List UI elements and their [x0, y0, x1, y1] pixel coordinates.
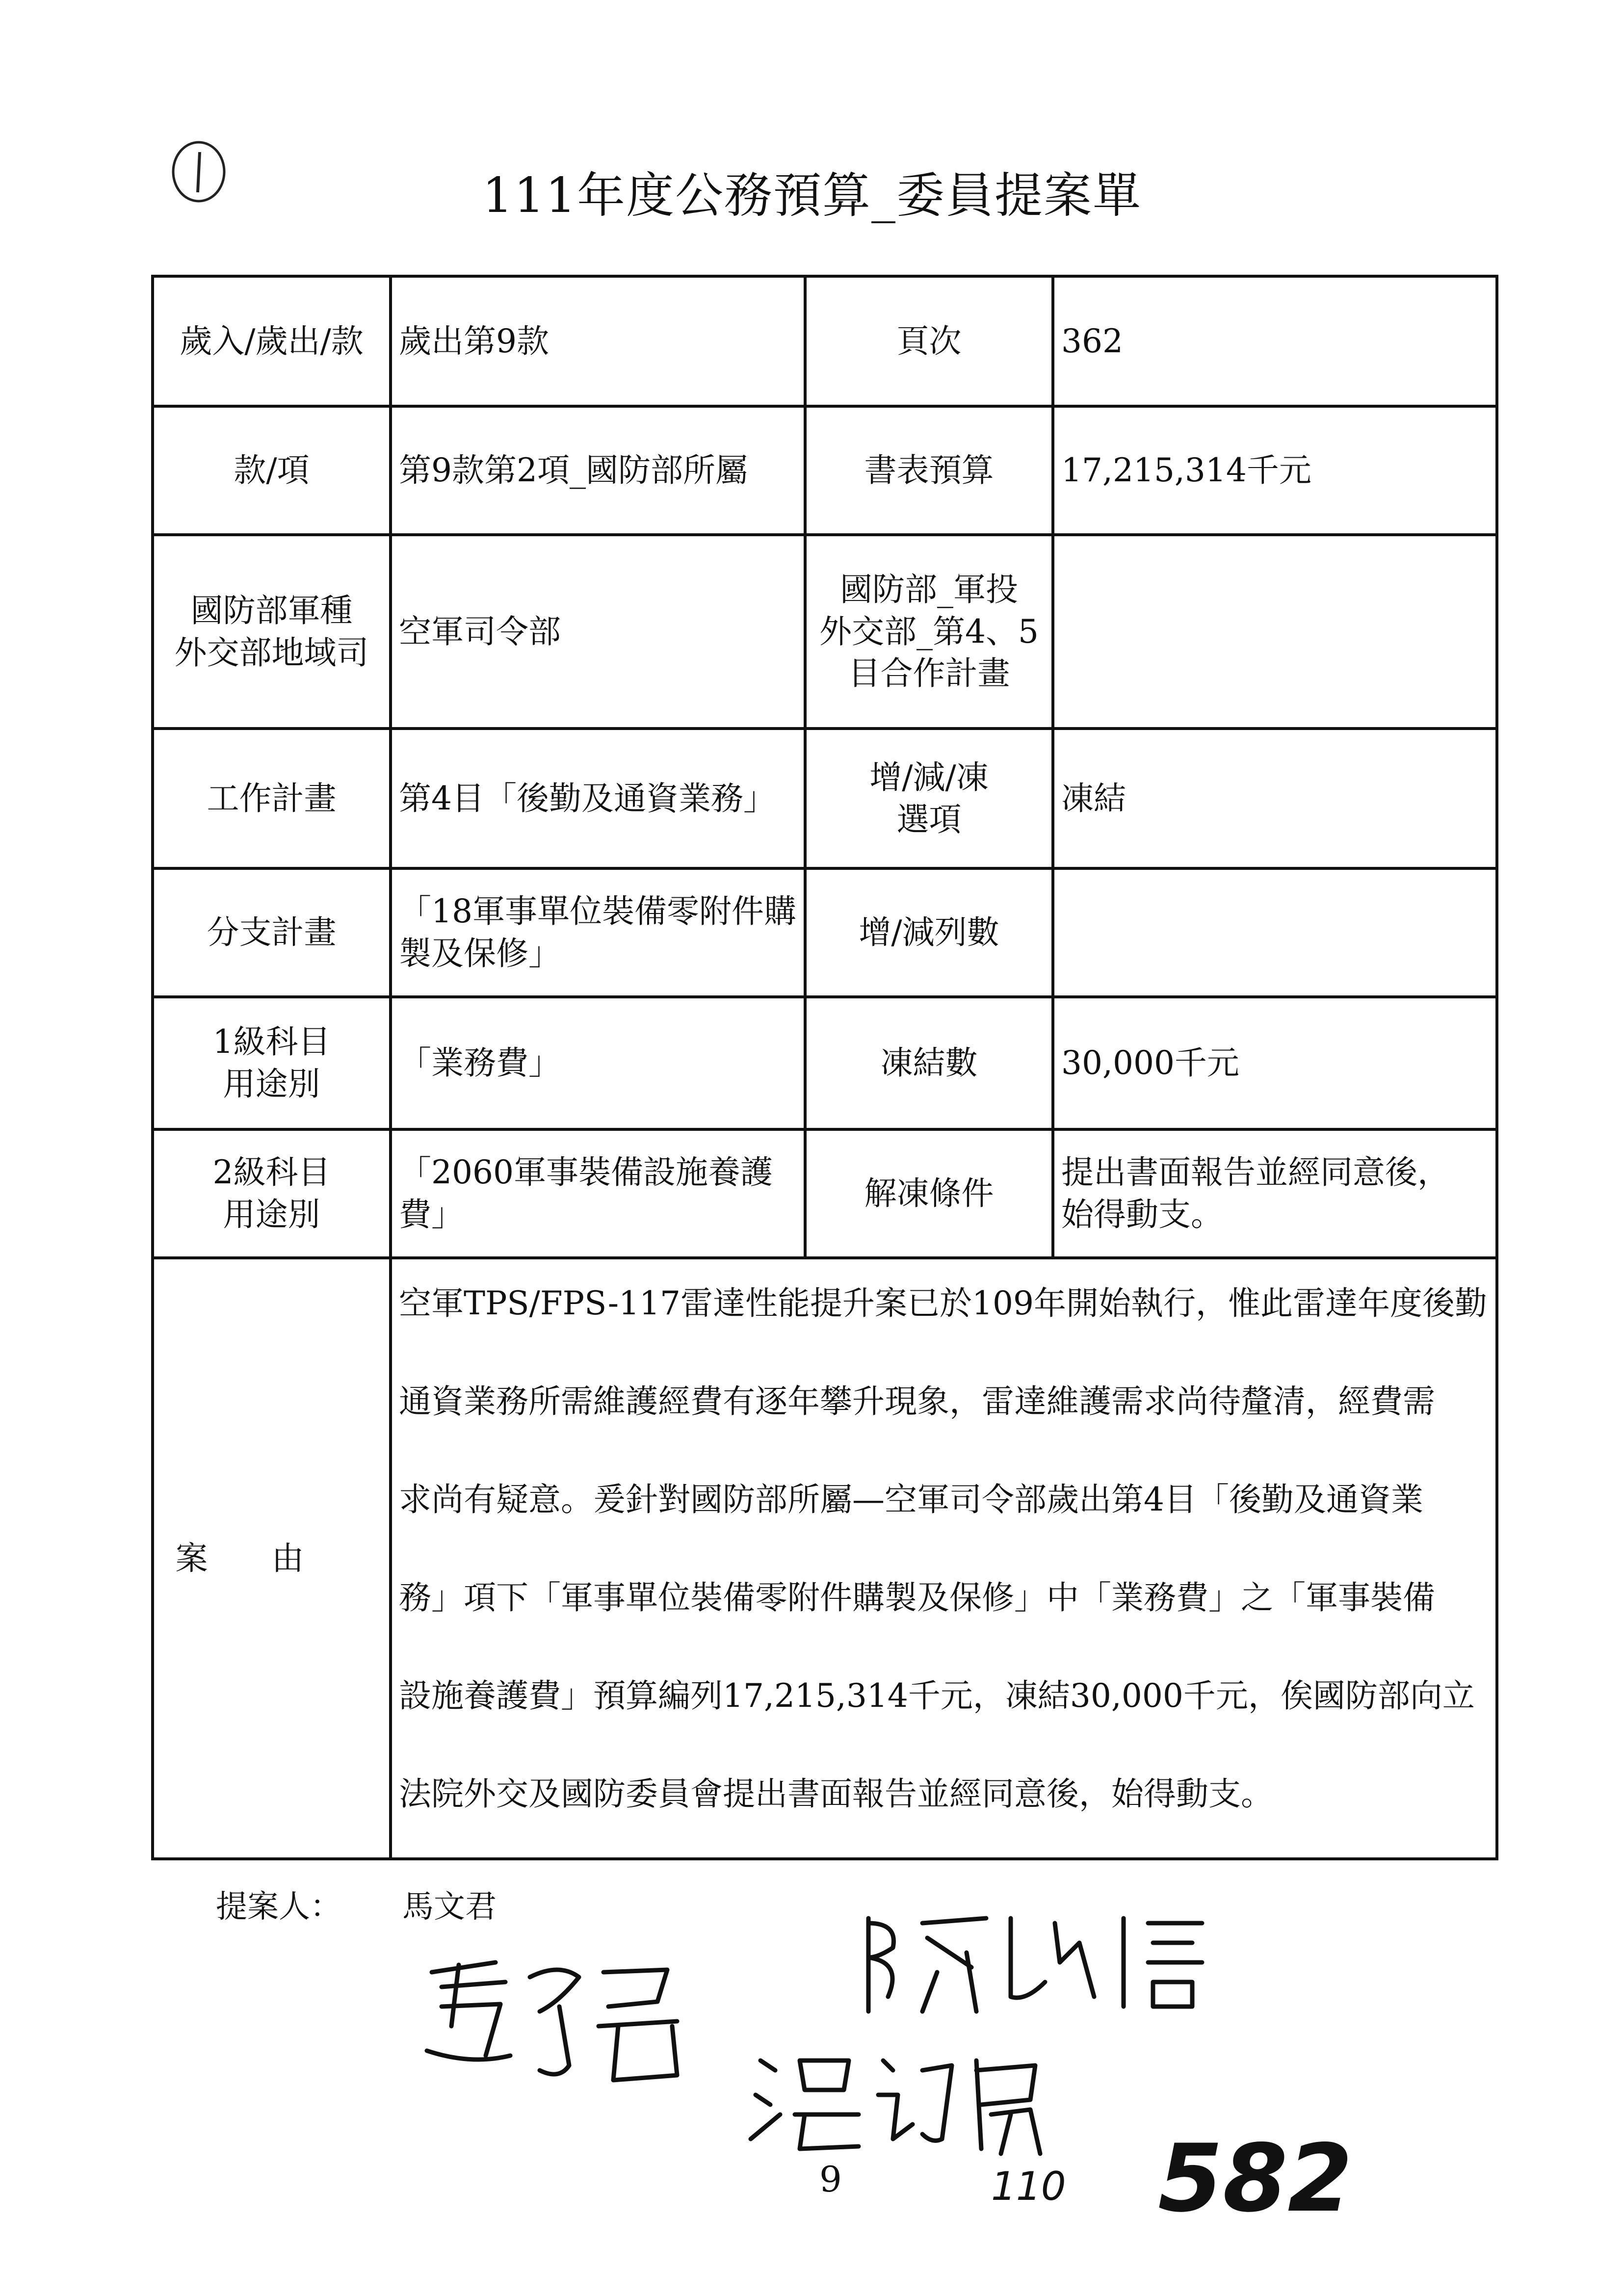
field-value	[1053, 535, 1497, 729]
table-row	[153, 276, 1497, 406]
field-value: 第4目「後勤及通資業務」	[391, 729, 805, 868]
reason-line: 求尚有疑意。爰針對國防部所屬—空軍司令部歲出第4目「後勤及通資業	[399, 1480, 1423, 1518]
handwritten-note: 110	[991, 2164, 1066, 2209]
field-label-line: 國防部軍種	[190, 591, 353, 629]
proposer-name: 馬文君	[402, 1889, 497, 1925]
reason-line: 法院外交及國防委員會提出書面報告並經同意後，始得動支。	[399, 1774, 1273, 1813]
reason-cell	[391, 1258, 1497, 1859]
field-label: 分支計畫	[153, 868, 391, 997]
field-value: 30,000千元	[1053, 997, 1497, 1129]
field-value: 362	[1053, 276, 1497, 406]
field-label	[153, 997, 391, 1129]
field-label: 歲入/歲出/款	[153, 276, 391, 406]
field-value-line: 「18軍事單位裝備零附件購	[399, 892, 796, 931]
page-title: 111年度公務預算_委員提案單	[482, 168, 1142, 224]
proposal-form-table	[151, 275, 1498, 1860]
field-label	[153, 535, 391, 729]
field-value	[1053, 1129, 1497, 1258]
field-value: 17,215,314千元	[1053, 406, 1497, 535]
table-row	[153, 1129, 1497, 1258]
field-value	[391, 1129, 805, 1258]
reason-line: 通資業務所需維護經費有逐年攀升現象，雷達維護需求尚待釐清，經費需	[399, 1382, 1435, 1420]
proposer-label: 提案人：	[216, 1889, 341, 1925]
field-label	[153, 1129, 391, 1258]
handwritten-signature	[412, 1943, 716, 2105]
field-value: 「業務費」	[391, 997, 805, 1129]
field-value-line: 製及保修」	[399, 935, 561, 972]
field-value: 歲出第9款	[391, 276, 805, 406]
table-row	[153, 535, 1497, 729]
reason-line: 務」項下「軍事單位裝備零附件購製及保修」中「業務費」之「軍事裝備	[399, 1578, 1435, 1617]
field-value-line: 提出書面報告並經同意後，	[1061, 1153, 1450, 1192]
field-label-line: 國防部_軍投	[840, 570, 1018, 608]
field-label: 款/項	[153, 406, 391, 535]
field-value: 第9款第2項_國防部所屬	[391, 406, 805, 535]
field-value	[1053, 868, 1497, 997]
reason-text	[399, 1254, 1489, 1843]
page-number: 9	[819, 2159, 842, 2200]
field-label-line: 目合作計畫	[848, 654, 1010, 693]
field-label-line: 1級科目	[212, 1023, 331, 1061]
reason-line: 空軍TPS/FPS-117雷達性能提升案已於109年開始執行，惟此雷達年度後勤	[399, 1284, 1487, 1322]
field-label: 書表預算	[805, 406, 1053, 535]
field-label: 解凍條件	[805, 1129, 1053, 1258]
field-value: 凍結	[1053, 729, 1497, 868]
handwritten-signature	[849, 1904, 1222, 2021]
field-label: 工作計畫	[153, 729, 391, 868]
handwritten-number: 582	[1158, 2124, 1353, 2233]
field-value-line: 「2060軍事裝備設施養護	[399, 1153, 773, 1192]
table-row	[153, 868, 1497, 997]
field-label: 增/減列數	[805, 868, 1053, 997]
field-label-line: 用途別	[223, 1065, 320, 1103]
field-label: 凍結數	[805, 997, 1053, 1129]
table-row	[153, 406, 1497, 535]
field-value-line: 費」	[399, 1196, 464, 1233]
field-label-line: 增/減/凍	[869, 758, 989, 796]
field-label-line: 外交部地域司	[174, 633, 369, 672]
field-label-line: 2級科目	[212, 1153, 331, 1192]
field-value	[391, 868, 805, 997]
table-row	[153, 729, 1497, 868]
reason-line: 設施養護費」預算編列17,215,314千元，凍結30,000千元，俟國防部向立	[399, 1676, 1475, 1715]
table-row	[153, 1258, 1497, 1859]
field-label-line: 外交部_第4、5	[819, 612, 1039, 651]
field-label-line: 選項	[896, 800, 962, 838]
handwritten-signature	[746, 2041, 1060, 2164]
field-label-line: 用途別	[223, 1196, 320, 1233]
table-row	[153, 997, 1497, 1129]
field-label	[805, 729, 1053, 868]
field-value-line: 始得動支。	[1061, 1196, 1223, 1233]
field-value: 空軍司令部	[391, 535, 805, 729]
reason-label: 案由	[153, 1258, 391, 1859]
field-label	[805, 535, 1053, 729]
field-label: 頁次	[805, 276, 1053, 406]
